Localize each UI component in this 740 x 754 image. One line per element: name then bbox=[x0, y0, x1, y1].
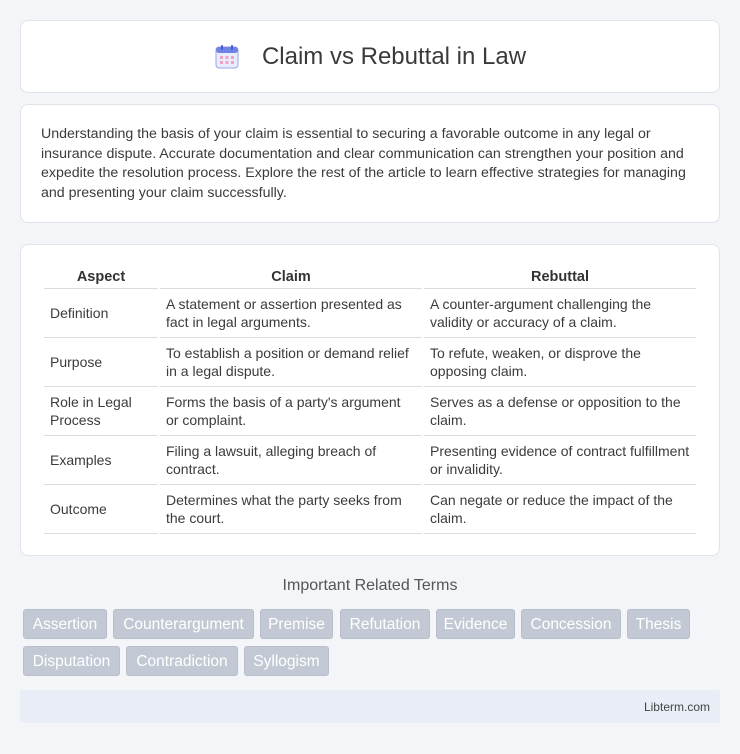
comparison-table bbox=[42, 265, 698, 534]
table-row bbox=[44, 485, 696, 534]
table-cell: To refute, weaken, or disprove the opposing claim. bbox=[424, 338, 696, 387]
tag-refutation[interactable]: Refutation bbox=[340, 609, 430, 639]
calendar-icon bbox=[214, 44, 240, 70]
title-card bbox=[20, 20, 720, 93]
table-cell: Can negate or reduce the impact of the claim. bbox=[424, 485, 696, 534]
table-cell: To establish a position or demand relief in a legal dispute. bbox=[160, 338, 422, 387]
table-cell: Forms the basis of a party's argument or complaint. bbox=[160, 387, 422, 436]
tag-premise[interactable]: Premise bbox=[260, 609, 333, 639]
tag-syllogism[interactable]: Syllogism bbox=[244, 646, 329, 676]
tag-disputation[interactable]: Disputation bbox=[23, 646, 120, 676]
table-cell: Presenting evidence of contract fulfillment or invalidity. bbox=[424, 436, 696, 485]
table-cell: Determines what the party seeks from the court. bbox=[160, 485, 422, 534]
tag-thesis[interactable]: Thesis bbox=[627, 609, 690, 639]
tag-evidence[interactable]: Evidence bbox=[436, 609, 515, 639]
table-cell: Purpose bbox=[44, 338, 158, 387]
column-header-aspect: Aspect bbox=[44, 265, 158, 289]
table-row bbox=[44, 387, 696, 436]
column-header-claim: Claim bbox=[160, 265, 422, 289]
tag-counterargument[interactable]: Counterargument bbox=[113, 609, 254, 639]
tag-contradiction[interactable]: Contradiction bbox=[126, 646, 238, 676]
footer bbox=[20, 690, 720, 723]
table-cell: Serves as a defense or opposition to the claim. bbox=[424, 387, 696, 436]
table-cell: Definition bbox=[44, 289, 158, 338]
page-title: Claim vs Rebuttal in Law bbox=[261, 42, 527, 70]
tag-assertion[interactable]: Assertion bbox=[23, 609, 107, 639]
table-cell: Examples bbox=[44, 436, 158, 485]
table-cell: A statement or assertion presented as fact in legal arguments. bbox=[160, 289, 422, 338]
table-cell: Role in Legal Process bbox=[44, 387, 158, 436]
related-terms-title: Important Related Terms bbox=[282, 577, 458, 594]
intro-text: Understanding the basis of your claim is essential to securing a favorable outcome in any legal or insurance dispute. Accurate documentation and clear communication can strengthen your position and expedite the resolution process. Explore the rest of the article to learn effective strategies for managing and presenting your claim successfully. bbox=[41, 126, 686, 201]
footer-site-link[interactable]: Libterm.com bbox=[643, 700, 710, 714]
table-cell: A counter-argument challenging the validity or accuracy of a claim. bbox=[424, 289, 696, 338]
table-row bbox=[44, 436, 696, 485]
tag-concession[interactable]: Concession bbox=[521, 609, 621, 639]
table-header-row bbox=[44, 265, 696, 289]
table-row bbox=[44, 338, 696, 387]
intro-card bbox=[20, 104, 720, 223]
table-cell: Filing a lawsuit, alleging breach of contract. bbox=[160, 436, 422, 485]
table-cell: Outcome bbox=[44, 485, 158, 534]
comparison-card bbox=[20, 244, 720, 556]
table-row bbox=[44, 289, 696, 338]
column-header-rebuttal: Rebuttal bbox=[424, 265, 696, 289]
